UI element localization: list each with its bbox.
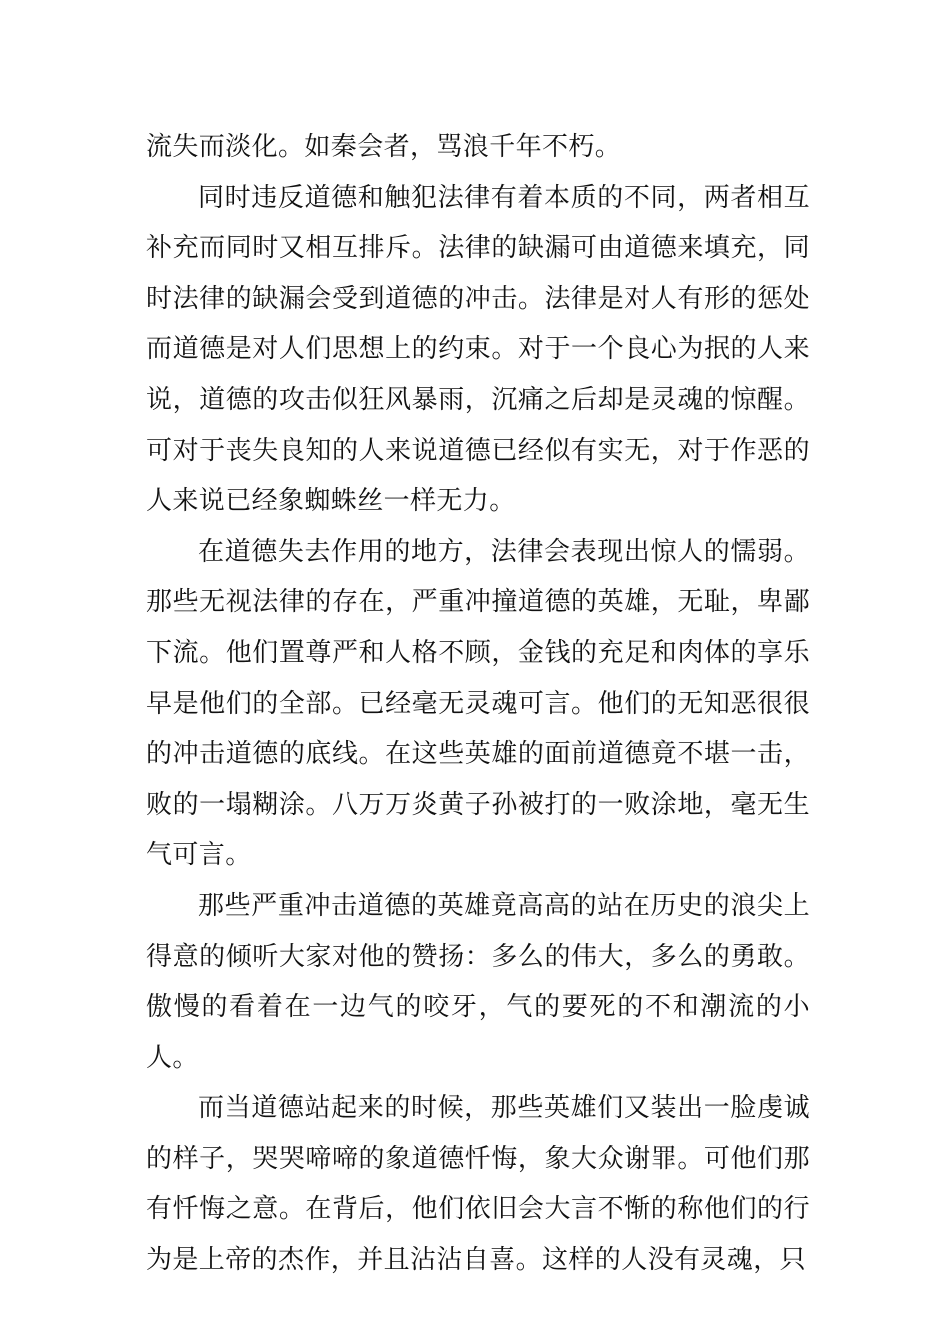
paragraph-3: 在道德失去作用的地方，法律会表现出惊人的懦弱。那些无视法律的存在，严重冲撞道德的英雄，无耻，卑鄙下流。他们置尊严和人格不顾，金钱的充足和肉体的享乐早是他们的全部。已经毫无灵魂可言。他们的无知恶很很的冲击道德的底线。在这些英雄的面前道德竟不堪一击，败的一塌糊涂。八万万炎黄子孙被打的一败涂地，毫无生气可言。	[146, 536, 810, 871]
paragraph-1: 流失而淡化。如秦会者，骂浪千年不朽。	[146, 132, 622, 162]
paragraph-2: 同时违反道德和触犯法律有着本质的不同，两者相互补充而同时又相互排斥。法律的缺漏可由道德来填充，同时法律的缺漏会受到道德的冲击。法律是对人有形的惩处而道德是对人们思想上的约束。对于一个良心为抿的人来说，道德的攻击似狂风暴雨，沉痛之后却是灵魂的惊醒。可对于丧失良知的人来说道德已经似有实无，对于作恶的人来说已经象蜘蛛丝一样无力。	[146, 182, 810, 517]
paragraph-4: 那些严重冲击道德的英雄竟高高的站在历史的浪尖上得意的倾听大家对他的赞扬：多么的伟大，多么的勇敢。傲慢的看着在一边气的咬牙，气的要死的不和潮流的小人。	[146, 890, 810, 1073]
body-text	[146, 122, 810, 1286]
paragraph-5: 而当道德站起来的时候，那些英雄们又装出一脸虔诚的样子，哭哭啼啼的象道德忏悔，象大众谢罪。可他们那有忏悔之意。在背后，他们依旧会大言不惭的称他们的行为是上帝的杰作，并且沾沾自喜。这样的人没有灵魂，只	[146, 1093, 810, 1276]
